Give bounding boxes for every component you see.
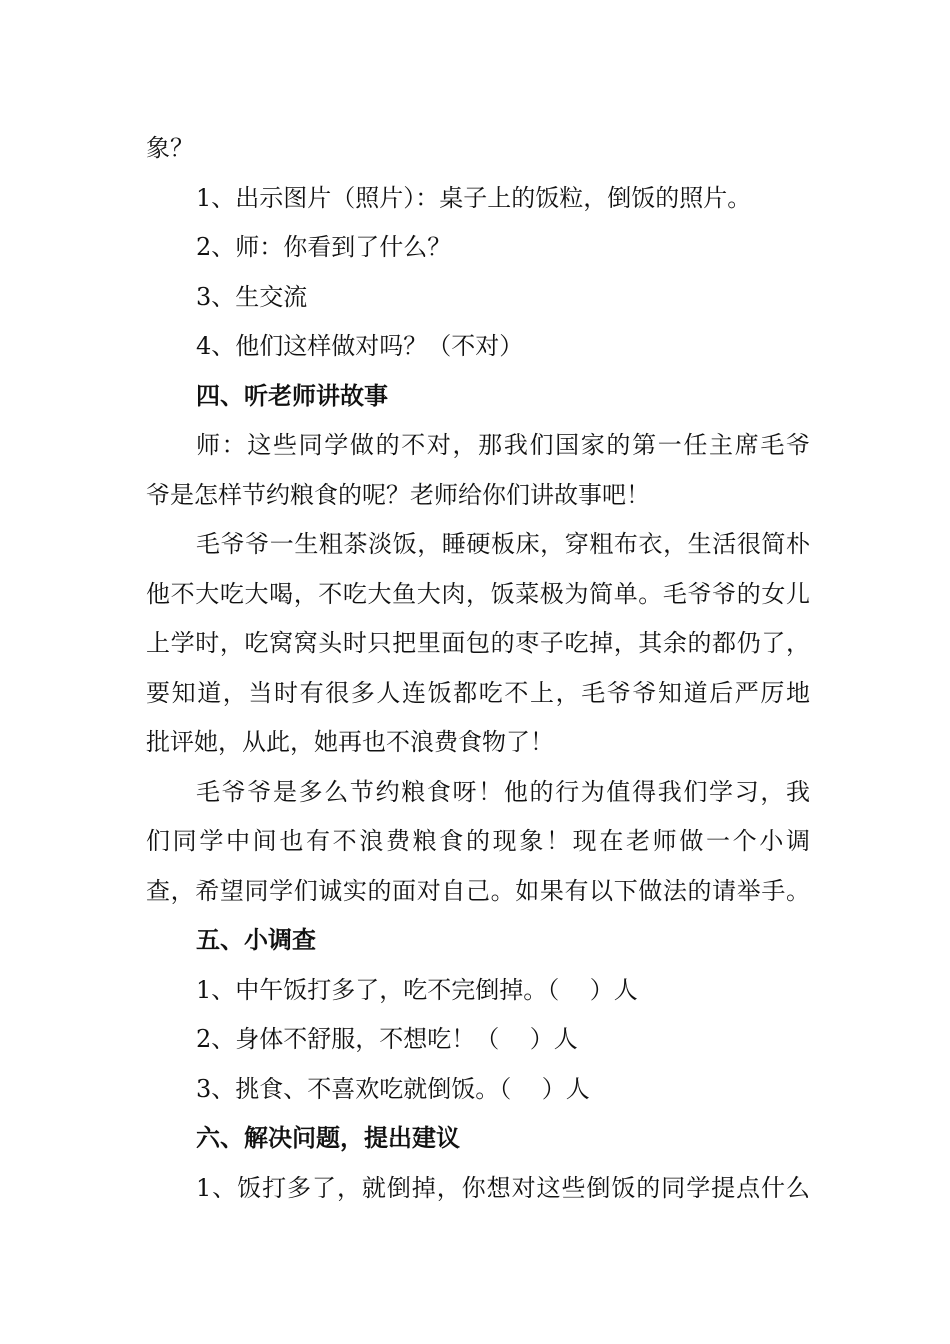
paragraph-line: 爷是怎样节约粮食的呢？老师给你们讲故事吧！	[146, 480, 650, 509]
paragraph-line: 毛爷爷一生粗茶淡饭，睡硬板床，穿粗布衣，生活很简朴	[196, 530, 810, 558]
survey-item: 2、身体不舒服，不想吃！（ ）人	[196, 1025, 578, 1053]
list-item: 1、饭打多了，就倒掉，你想对这些倒饭的同学提点什么	[196, 1173, 810, 1202]
section-heading: 五、小调查	[196, 926, 316, 954]
paragraph-line: 查，希望同学们诚实的面对自己。如果有以下做法的请举手。	[146, 876, 810, 905]
paragraph-line: 要知道，当时有很多人连饭都吃不上，毛爷爷知道后严厉地	[146, 678, 810, 707]
paragraph-line: 批评她，从此，她再也不浪费食物了！	[146, 728, 554, 756]
list-item: 3、生交流	[196, 282, 308, 311]
list-item: 1、出示图片（照片）：桌子上的饭粒，倒饭的照片。	[196, 183, 752, 212]
paragraph-line: 毛爷爷是多么节约粮食呀！他的行为值得我们学习，我	[196, 777, 810, 806]
survey-item: 3、挑食、不喜欢吃就倒饭。（ ）人	[196, 1074, 590, 1103]
paragraph-line: 上学时，吃窝窝头时只把里面包的枣子吃掉，其余的都仍了，	[146, 629, 810, 657]
paragraph-line: 们同学中间也有不浪费粮食的现象！现在老师做一个小调	[146, 827, 810, 855]
section-heading: 六、解决问题，提出建议	[196, 1124, 460, 1152]
text-line: 象？	[146, 134, 194, 162]
paragraph-line: 他不大吃大喝，不吃大鱼大肉，饭菜极为简单。毛爷爷的女儿	[146, 579, 810, 608]
list-item: 4、他们这样做对吗？（不对）	[196, 332, 524, 360]
survey-item: 1、中午饭打多了，吃不完倒掉。（ ）人	[196, 975, 638, 1004]
list-item: 2、师：你看到了什么？	[196, 233, 452, 261]
section-heading: 四、听老师讲故事	[196, 381, 388, 410]
paragraph-line: 师：这些同学做的不对，那我们国家的第一任主席毛爷	[196, 431, 810, 459]
document-body	[146, 124, 810, 1213]
